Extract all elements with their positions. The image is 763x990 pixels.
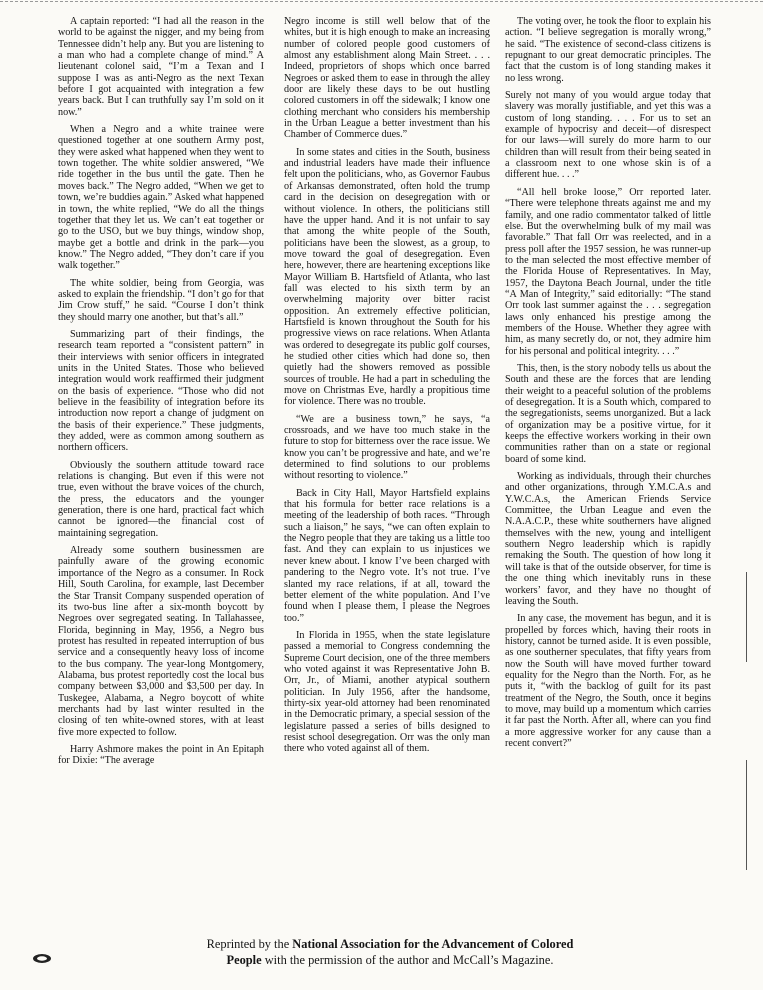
paragraph: In Florida in 1955, when the state legislature passed a memorial to Congress condemning the Supreme Court decision, one of the three members who voted against it was Representative John B. Orr, Jr., of Miami, another atypical southern politician. In July 1956, after the handsome, thirty-six year-old attorney had been renominated in the Democratic primary, a special session of the legislature passed a series of bills designed to resist school desegregation. Orr was the only man there who voted against all of them.: [284, 629, 490, 755]
paragraph: Surely not many of you would argue today that slavery was morally justifiable, and yet this was a custom of long standing. . . . For us to set an example of hypocrisy and deceit—of disrespect for our laws—will surely do more harm to our children than will result from their being seated in a classroom next to one whose skin is of a different hue. . . .”: [505, 90, 711, 181]
organization-name: National Association for the Advancement of Colored: [292, 937, 574, 951]
paragraph: When a Negro and a white trainee were questioned together at one southern Army post, they were asked what happened when they went to town together. The white soldier answered, “We ride together in the bus until the gate. Then he moves back.” The Negro added, “When we get to town, we’re buddies again.” Asked what happened in town, the white replied, “We do all the things together that they let us. We can’t eat together or go to the USO, but we buy things, window shop, maybe get a bottle and drink in the park—you know.” The Negro added, “They don’t care if you walk together.”: [58, 124, 264, 272]
paragraph: “All hell broke loose,” Orr reported later. “There were telephone threats against me and my family, and one radio commentator talked of little else. But the overwhelming bulk of my mail was favorable.” That fall Orr was reelected, and in a press poll after the 1957 session, he was runner-up to the man selected the most effective member of the Florida House of Representatives. In May, 1957, the Daytona Beach Journal, under the title “A Man of Integrity,” said editorially: “The stand Orr took last summer against the . . . segregation laws only enhanced his prestige among the members of the House. Whether they agree with him, as many secretly do, or not, they admire him for his personal and political integrity. . . .”: [505, 186, 711, 357]
margin-bracket-mark: [738, 760, 747, 870]
paragraph: A captain reported: “I had all the reason in the world to be against the nigger, and my being from Tennessee didn’t help any. But you are listening to a man who had a complete change of mind.” A lieutenant colonel said, “I’m a Texan and I suppose I was as anti-Negro as the next Texan before I got acquainted with integration a few years back. But I can truthfully say I’m sold on it now.”: [58, 16, 264, 118]
paragraph: In some states and cities in the South, business and industrial leaders have made their influence felt upon the politicians, who, as Governor Faubus of Arkansas demonstrated, often hold the trump card in the decision on desegregation with or without violence. In others, the politicians still have the upper hand. And it is not unfair to say that among the white people of the South, politicians have been the slowest, as a group, to move toward the goal of desegregation. Even here, however, there are heartening exceptions like Mayor William B. Hartsfield of Atlanta, who last fall was elected to his sixth term by an overwhelming majority over bitter racist opposition. An extremely effective politician, Hartsfield is known throughout the South for his progressive views on race relations. When Atlanta was ordered to desegregate its public golf courses, he studied other cities which had done so, then quietly had the showers removed as possible sources of trouble. He had a part in scheduling the move on Christmas Eve, hardly a propitious time for violence. There was no trouble.: [284, 146, 490, 408]
column-1: [58, 16, 264, 773]
margin-bracket-mark: [738, 572, 747, 662]
paragraph: Harry Ashmore makes the point in An Epitaph for Dixie: “The average: [58, 743, 264, 767]
paragraph: In any case, the movement has begun, and it is propelled by forces which, having their roots in history, cannot be turned aside. It is even possible, as one southerner speculates, that fifty years from now the South will have moved further toward equality for the Negro than the North. For, as he puts it, “with the backlog of guilt for its past treatment of the Negro, the South, once it begins to move, may build up a momentum which carries it far past the North. After all, where can you find a more aggressive worker for any cause than a recent convert?”: [505, 613, 711, 749]
organization-name-end: People: [226, 953, 262, 967]
union-bug-icon: [32, 953, 52, 964]
reprint-credit: [150, 936, 630, 968]
page-top-edge: [0, 1, 763, 2]
paragraph: Working as individuals, through their churches and other organizations, through Y.M.C.A.s and Y.W.C.A.s, the American Friends Service Committee, the Urban League and even the N.A.A.C.P., these white southerners have aligned themselves with the new, young and intelligent southern Negro leadership which is rapidly remaking the South. The question of how long it will take is that of the outside observer, for time is the one thing which inevitably runs in these workers’ favor, and they have no thought of leaving the South.: [505, 471, 711, 607]
paragraph: Already some southern businessmen are painfully aware of the growing economic importance of the Negro as a consumer. In Rock Hill, South Carolina, for example, last December the Star Transit Company suspended operation of its two-bus line after a six-month boycott by Negroes over segregated seating. In Tallahassee, Florida, beginning in May, 1956, a Negro bus protest has resulted in repeated interruption of bus service and a consequently heavy loss of income to the bus company. The year-long Montgomery, Alabama, bus protest reportedly cost the local bus company between $3,000 and $3,500 per day. In Tuskegee, Alabama, a Negro boycott of white merchants had by last winter resulted in the closing of ten white-owned stores, with at least five more expected to follow.: [58, 545, 264, 738]
paragraph: Obviously the southern attitude toward race relations is changing. But even if this were not true, even without the brave voices of the church, the press, the educators and the younger generation, there is one hard, practical fact which cannot be ignored—the financial cost of maintaining segregation.: [58, 459, 264, 539]
paragraph: Negro income is still well below that of the whites, but it is high enough to make an increasing number of colored people good customers of almost any establishment along Main Street. . . . Indeed, proprietors of shops which once barred Negroes or asked them to ease in through the alley door are likely these days to be out hustling colored customers in off the sidewalk; I know one clothing merchant who considers his membership in the Urban League a better investment than his Chamber of Commerce dues.”: [284, 16, 490, 141]
paragraph: The voting over, he took the floor to explain his action. “I believe segregation is morally wrong,” he said. “The existence of second-class citizens is repugnant to our great democratic principles. The fact that the custom is of long standing makes it no less wrong.: [505, 16, 711, 84]
column-3: [505, 16, 711, 755]
paragraph: “We are a business town,” he says, “a crossroads, and we have too much stake in the future to stop for bitterness over the race issue. We know you can’t be progressive and hate, and we’re determined to find solutions to our problems without resorting to violence.”: [284, 413, 490, 482]
paragraph: The white soldier, being from Georgia, was asked to explain the friendship. “I don’t go for that Jim Crow stuff,” he said. “Course I don’t think they should marry one another, but that’s all.”: [58, 277, 264, 323]
credit-prefix: Reprinted by the: [206, 937, 293, 951]
paragraph: This, then, is the story nobody tells us about the South and these are the forces that are lending their weight to a peaceful solution of the problems of desegregation. It is a South which, compared to the segregationists, seems unorganized. But a lack of organization may be a positive virtue, for it keeps the effective workers working in their own communities rather than on a state or regional board of some kind.: [505, 362, 711, 465]
paragraph: Summarizing part of their findings, the research team reported a “consistent pattern” in their interviews with senior officers in integrated units in the United States. Those who believed integration would work reaffirmed their judgment on the basis of experience. “Those who did not believe in the feasibility of integration before its introduction now report a change of judgment on the basis of their experience.” These judgments, they added, were as common among southern as northern officers.: [58, 328, 264, 454]
column-2: [284, 16, 490, 761]
credit-suffix: with the permission of the author and McCall’s Magazine.: [261, 953, 554, 967]
paragraph: Back in City Hall, Mayor Hartsfield explains that his formula for better race relations is a meeting of the leadership of both races. “Through such a liaison,” he says, “we can often explain to the Negro people that they are taking us a little too fast. And they can explain to us injustices we never knew about. I know I’ve been charged with pandering to the Negro vote. It’s not true. I’ve slanted my race relations, if at all, toward the better element of the white population. And I’ve found when I please them, I please the Negroes too.”: [284, 487, 490, 624]
